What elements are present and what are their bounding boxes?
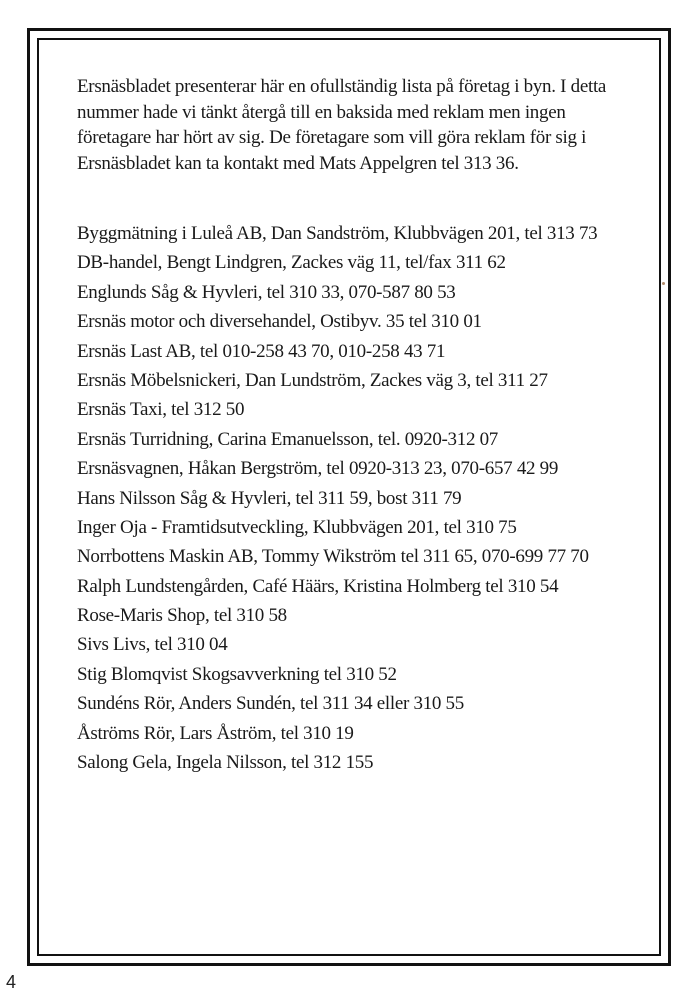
company-entry: Ersnäs Taxi, tel 312 50 xyxy=(77,399,245,421)
company-entry: Ralph Lundstengården, Café Häärs, Kristina Holmberg tel 310 54 xyxy=(77,575,559,597)
intro-section xyxy=(77,74,637,176)
company-entry: Ersnäs Möbelsnickeri, Dan Lundström, Zackes väg 3, tel 311 27 xyxy=(77,369,548,391)
company-entry: Inger Oja - Framtidsutveckling, Klubbvägen 201, tel 310 75 xyxy=(77,516,517,538)
company-entry: Norrbottens Maskin AB, Tommy Wikström tel 311 65, 070-699 77 70 xyxy=(77,546,589,568)
company-entry: Salong Gela, Ingela Nilsson, tel 312 155 xyxy=(77,752,374,774)
company-entry: Åströms Rör, Lars Åström, tel 310 19 xyxy=(77,722,354,744)
company-entry: Rose-Maris Shop, tel 310 58 xyxy=(77,605,287,627)
print-speck xyxy=(662,282,665,285)
company-entry: Ersnäs motor och diversehandel, Ostibyv. 35 tel 310 01 xyxy=(77,311,482,333)
company-directory xyxy=(77,219,657,777)
company-entry: Ersnäs Turridning, Carina Emanuelsson, tel. 0920-312 07 xyxy=(77,428,498,450)
company-entry: Ersnäsvagnen, Håkan Bergström, tel 0920-313 23, 070-657 42 99 xyxy=(77,458,559,480)
company-entry: DB-handel, Bengt Lindgren, Zackes väg 11, tel/fax 311 62 xyxy=(77,252,506,274)
company-entry: Stig Blomqvist Skogsavverkning tel 310 52 xyxy=(77,663,397,685)
page-number: 4 xyxy=(6,972,17,992)
intro-paragraph: Ersnäsbladet presenterar här en ofullständig lista på företag i byn. I detta nummer hade vi tänkt återgå till en baksida med reklam men ingen företagare har hört av sig. De företagare som vill göra reklam för sig i Ersnäsbladet kan ta kontakt med Mats Appelgren tel 313 36. xyxy=(77,76,607,174)
company-entry: Byggmätning i Luleå AB, Dan Sandström, Klubbvägen 201, tel 313 73 xyxy=(77,223,598,244)
company-entry: Ersnäs Last AB, tel 010-258 43 70, 010-258 43 71 xyxy=(77,340,446,362)
company-entry: Englunds Såg & Hyvleri, tel 310 33, 070-587 80 53 xyxy=(77,281,456,303)
company-entry: Sundéns Rör, Anders Sundén, tel 311 34 eller 310 55 xyxy=(77,693,464,715)
company-entry: Sivs Livs, tel 310 04 xyxy=(77,634,228,656)
company-entry: Hans Nilsson Såg & Hyvleri, tel 311 59, bost 311 79 xyxy=(77,487,462,509)
